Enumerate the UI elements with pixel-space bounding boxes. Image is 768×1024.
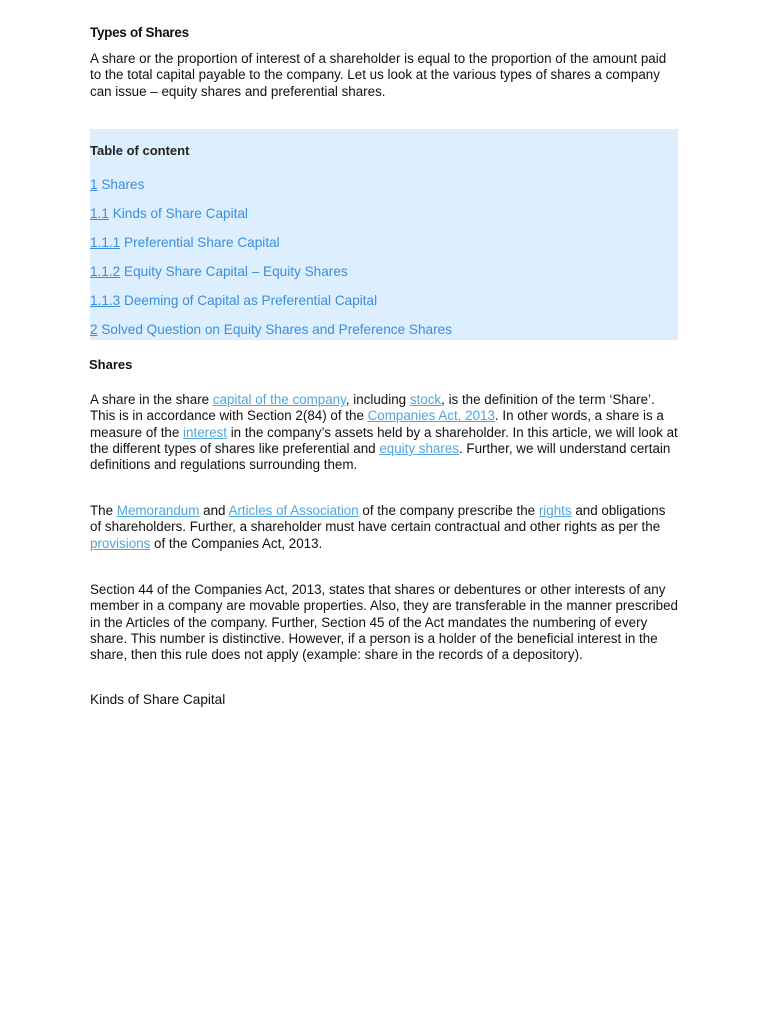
link-provisions[interactable]: provisions [90, 535, 151, 551]
toc-item-label: Deeming of Capital as Preferential Capital [124, 293, 378, 308]
text-run: , including [345, 392, 410, 407]
toc-title: Table of content [90, 143, 190, 158]
shares-paragraph-2 [90, 503, 680, 552]
intro-paragraph: A share or the proportion of interest of a shareholder is equal to the proportion of the amount paid to the total capital payable to the company. Let us look at the various types of shares a company can issue – equity shares and preferential shares. [90, 51, 667, 99]
toc-item-kinds-of-share-capital[interactable] [90, 206, 248, 221]
text-run: of the company prescribe the [358, 503, 539, 518]
link-stock[interactable]: stock [409, 392, 442, 407]
shares-paragraph-1 [90, 392, 680, 473]
text-run: The [90, 503, 117, 518]
toc-item-number: 1.1.3 [90, 293, 121, 308]
text-run: of the Companies Act, 2013. [150, 535, 323, 551]
toc-item-label: Kinds of Share Capital [112, 206, 248, 221]
page-title: Types of Shares [90, 25, 189, 40]
link-companies-act-2013[interactable]: Companies Act, 2013 [367, 408, 495, 424]
toc-item-label: Equity Share Capital – Equity Shares [124, 264, 348, 279]
toc-item-number: 1.1 [90, 206, 109, 221]
section-heading-shares: Shares [89, 357, 133, 372]
toc-item-number: 1.1.1 [90, 235, 121, 250]
link-articles-of-association[interactable]: Articles of Association [228, 503, 359, 518]
toc-item-shares[interactable] [90, 177, 144, 192]
link-equity-shares[interactable]: equity shares [379, 440, 459, 456]
toc-item-preferential-share-capital[interactable] [90, 235, 280, 250]
text-run: and [199, 503, 229, 518]
toc-item-solved-question[interactable] [90, 322, 452, 337]
text-run: . In other words, a share is a measure of the [90, 408, 664, 440]
toc-item-number: 2 [90, 322, 98, 337]
toc-item-number: 1 [90, 177, 98, 192]
toc-item-deeming-of-capital[interactable] [90, 293, 377, 308]
text-run: and obligations of shareholders. Further, a shareholder must have certain contractual and other rights as per the [90, 503, 666, 535]
table-of-contents [90, 129, 678, 340]
link-memorandum[interactable]: Memorandum [116, 503, 200, 518]
section-heading-kinds-of-share-capital: Kinds of Share Capital [90, 692, 226, 707]
toc-item-number: 1.1.2 [90, 264, 121, 279]
text-run: . Further, we will understand certain definitions and regulations surrounding them. [90, 440, 671, 473]
text-run: A share in the share [90, 392, 213, 407]
toc-item-label: Shares [101, 177, 145, 192]
link-rights[interactable]: rights [538, 503, 572, 518]
toc-item-label: Preferential Share Capital [124, 235, 280, 250]
text-run: , is the definition of the term ‘Share’. This is in accordance with Section 2(84) of the [90, 392, 655, 424]
text-run: in the company’s assets held by a shareholder. In this article, we will look at the different types of shares like preferential and [90, 424, 678, 456]
link-capital-of-the-company[interactable]: capital of the company [212, 392, 346, 407]
shares-paragraph-3: Section 44 of the Companies Act, 2013, states that shares or debentures or other interests of any member in a company are movable properties. Also, they are transferable in the manner prescribed in the Articles of the company. Further, Section 45 of the Act mandates the numbering of every share. This number is distinctive. However, if a person is a holder of the beneficial interest in the share, then this rule does not apply (example: share in the records of a depository). [90, 582, 678, 663]
toc-item-equity-share-capital[interactable] [90, 264, 348, 279]
link-interest[interactable]: interest [183, 424, 227, 440]
toc-item-label: Solved Question on Equity Shares and Preference Shares [101, 322, 452, 337]
